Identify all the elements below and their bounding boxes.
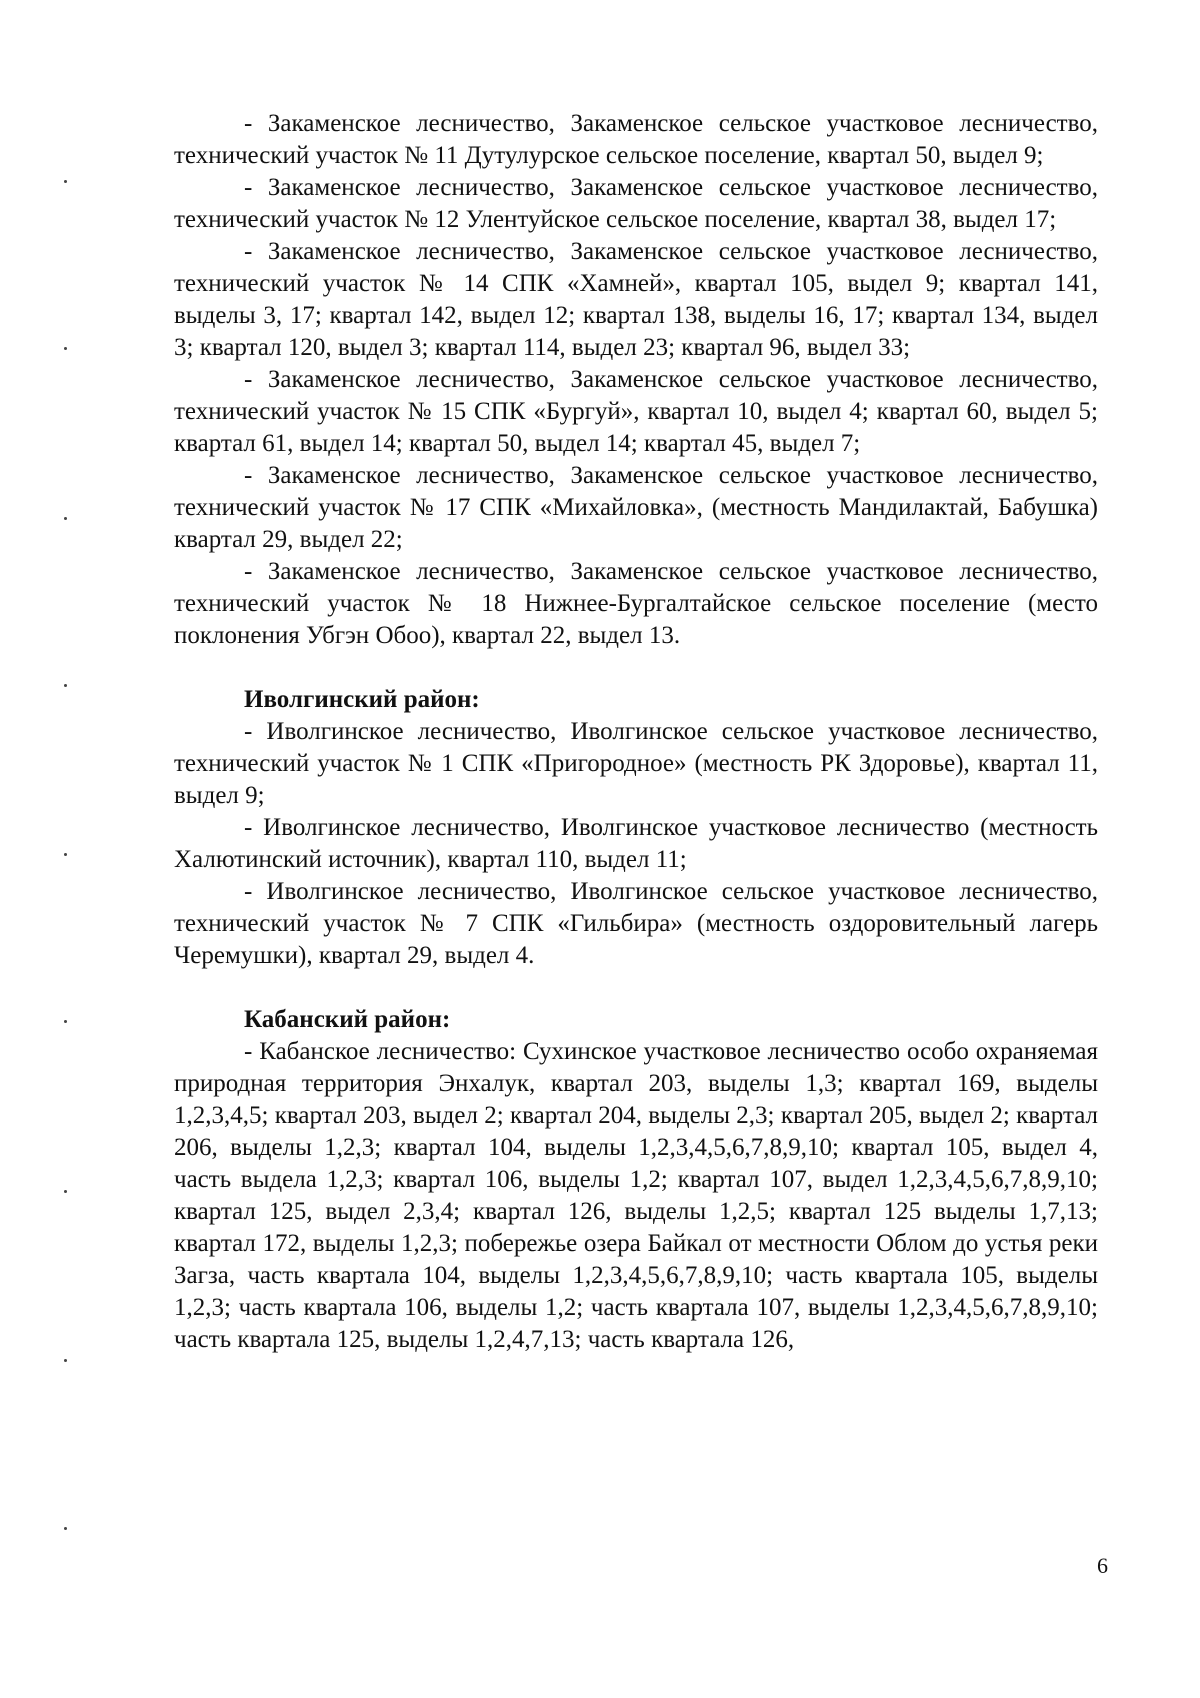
- scan-mark: [64, 1190, 67, 1193]
- list-item: - Иволгинское лесничество, Иволгинское сельское участковое лесничество, технический участок № 7 СПК «Гильбира» (местность оздоровительный лагерь Черемушки), квартал 29, выдел 4.: [174, 878, 1098, 969]
- list-item: - Закаменское лесничество, Закаменское сельское участковое лесничество, технический участок № 18 Нижнее-Бургалтайское сельское поселение (место поклонения Убгэн Обоо), квартал 22, выдел 13.: [174, 558, 1098, 649]
- zakamensky-section: [174, 108, 1098, 652]
- list-item: - Иволгинское лесничество, Иволгинское сельское участковое лесничество, технический участок № 1 СПК «Пригородное» (местность РК Здоровье), квартал 11, выдел 9;: [174, 718, 1098, 809]
- scan-mark: [64, 684, 67, 687]
- scan-mark: [64, 347, 67, 350]
- list-item: - Закаменское лесничество, Закаменское сельское участковое лесничество, технический участок № 15 СПК «Бургуй», квартал 10, выдел 4; квартал 60, выдел 5; квартал 61, выдел 14; квартал 50, выдел 14; квартал 45, выдел 7;: [174, 366, 1098, 457]
- document-body: [174, 108, 1098, 1356]
- scan-mark: [64, 1359, 67, 1362]
- list-item: - Закаменское лесничество, Закаменское сельское участковое лесничество, технический участок № 12 Улентуйское сельское поселение, квартал 38, выдел 17;: [174, 174, 1098, 233]
- list-item: - Закаменское лесничество, Закаменское сельское участковое лесничество, технический участок № 11 Дутулурское сельское поселение, квартал 50, выдел 9;: [174, 110, 1098, 169]
- scan-mark: [64, 180, 67, 183]
- kabansky-section: [174, 1004, 1098, 1356]
- list-item: - Закаменское лесничество, Закаменское сельское участковое лесничество, технический участок № 14 СПК «Хамней», квартал 105, выдел 9; квартал 141, выделы 3, 17; квартал 142, выдел 12; квартал 138, выделы 16, 17; квартал 134, выдел 3; квартал 120, выдел 3; квартал 114, выдел 23; квартал 96, выдел 33;: [174, 238, 1098, 361]
- ivolginsky-section: [174, 684, 1098, 972]
- scan-mark: [64, 1020, 67, 1023]
- list-item: - Закаменское лесничество, Закаменское сельское участковое лесничество, технический участок № 17 СПК «Михайловка», (местность Мандилактай, Бабушка) квартал 29, выдел 22;: [174, 462, 1098, 553]
- scan-mark: [64, 1527, 67, 1530]
- page-number: 6: [1097, 1553, 1108, 1578]
- section-heading: Иволгинский район:: [244, 686, 480, 713]
- scan-mark: [64, 517, 67, 520]
- list-item: - Иволгинское лесничество, Иволгинское участковое лесничество (местность Халютинский источник), квартал 110, выдел 11;: [174, 814, 1098, 873]
- section-heading: Кабанский район:: [244, 1006, 451, 1033]
- scan-mark: [64, 853, 67, 856]
- list-item: - Кабанское лесничество: Сухинское участковое лесничество особо охраняемая природная территория Энхалук, квартал 203, выделы 1,3; квартал 169, выделы 1,2,3,4,5; квартал 203, выдел 2; квартал 204, выделы 2,3; квартал 205, выдел 2; квартал 206, выделы 1,2,3; квартал 104, выделы 1,2,3,4,5,6,7,8,9,10; квартал 105, выдел 4, часть выдела 1,2,3; квартал 106, выделы 1,2; квартал 107, выдел 1,2,3,4,5,6,7,8,9,10; квартал 125, выдел 2,3,4; квартал 126, выделы 1,2,5; квартал 125 выделы 1,7,13; квартал 172, выделы 1,2,3; побережье озера Байкал от местности Облом до устья реки Загза, часть квартала 104, выделы 1,2,3,4,5,6,7,8,9,10; часть квартала 105, выделы 1,2,3; часть квартала 106, выделы 1,2; часть квартала 107, выделы 1,2,3,4,5,6,7,8,9,10; часть квартала 125, выделы 1,2,4,7,13; часть квартала 126,: [174, 1038, 1098, 1353]
